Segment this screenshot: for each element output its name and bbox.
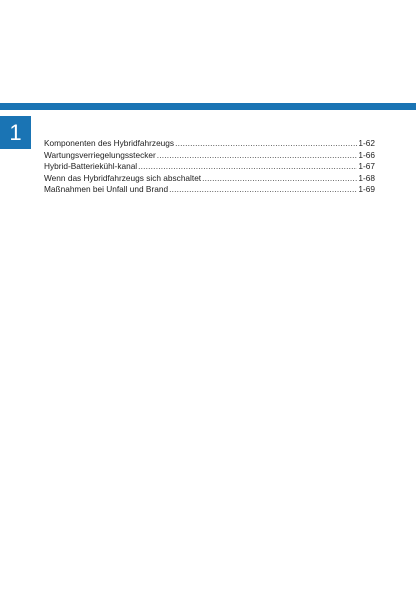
toc-dot-leader (175, 138, 357, 150)
header-rule (0, 103, 416, 110)
toc-dot-leader (157, 150, 358, 162)
toc-entry-page: 1-66 (358, 149, 375, 160)
toc-entry[interactable] (44, 173, 375, 185)
toc-entry[interactable] (44, 150, 375, 162)
chapter-number-tab: 1 (0, 116, 31, 149)
toc-entry-page: 1-67 (358, 161, 375, 172)
toc-entry-page: 1-62 (358, 138, 375, 148)
toc-entry-title: Wartungsverriegelungsstecker (44, 149, 156, 160)
toc-entry-page: 1-68 (358, 172, 375, 183)
toc-entry-title: Wenn das Hybridfahrzeugs sich abschaltet (44, 172, 202, 183)
toc-entry-page: 1-69 (358, 184, 375, 195)
toc-dot-leader (202, 173, 357, 185)
toc-entry[interactable] (44, 138, 375, 150)
toc-dot-leader (138, 161, 357, 173)
toc-entry[interactable] (44, 161, 375, 173)
toc-entry-title: Hybrid-Batteriekühl-kanal (44, 161, 138, 172)
table-of-contents (44, 138, 375, 196)
toc-entry-title: Maßnahmen bei Unfall und Brand (44, 184, 169, 195)
toc-dot-leader (169, 184, 357, 196)
toc-entry[interactable] (44, 184, 375, 196)
toc-entry-title: Komponenten des Hybridfahrzeugs (44, 138, 175, 148)
